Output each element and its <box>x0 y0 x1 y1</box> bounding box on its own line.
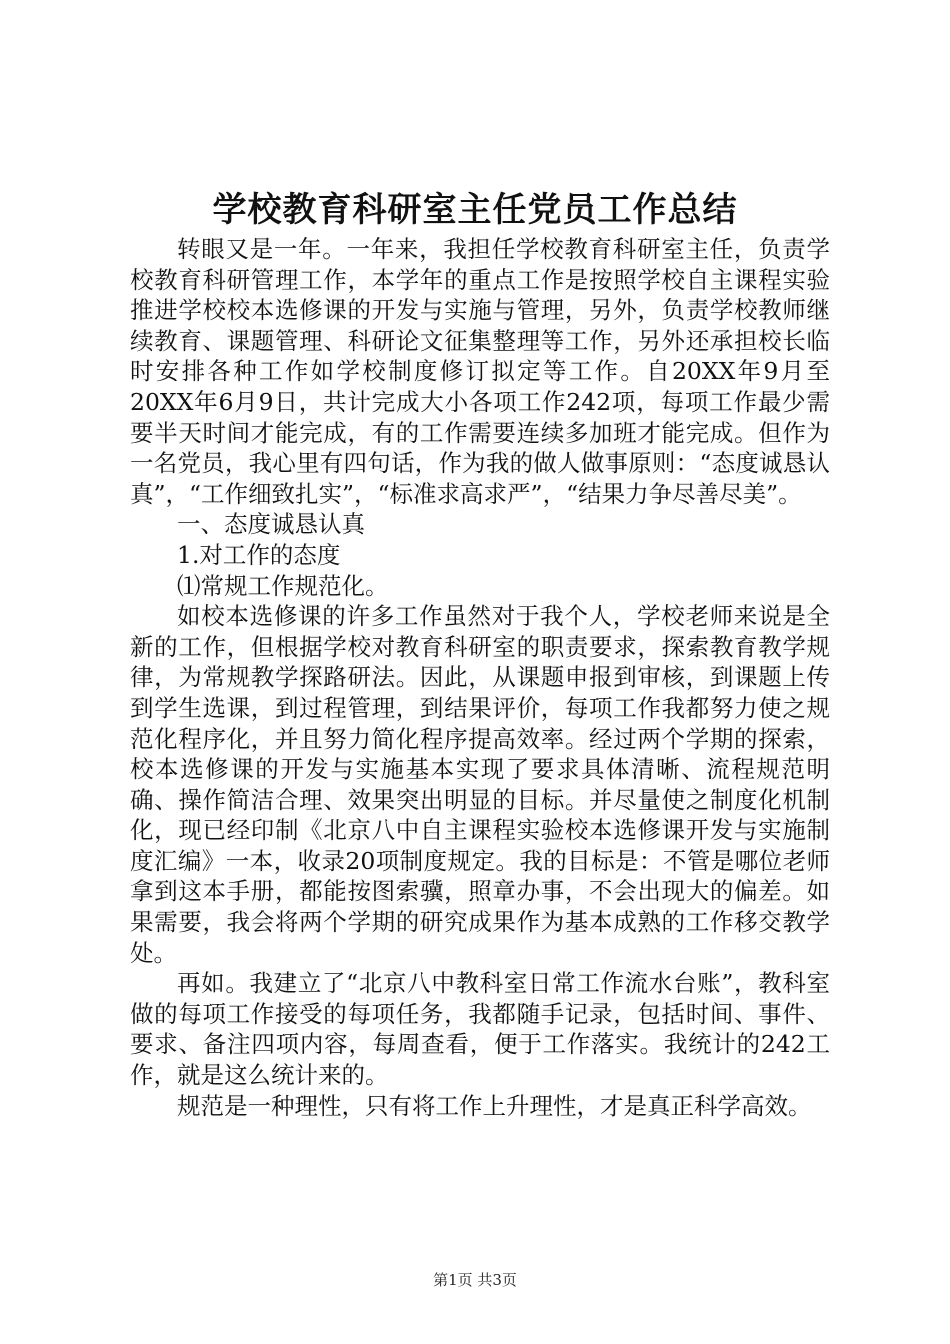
document-body <box>130 234 830 1121</box>
paragraph-normalization: 规范是一种理性，只有将工作上升理性，才是真正科学高效。 <box>177 1091 812 1120</box>
page-number: 第1页 共3页 <box>433 1271 517 1289</box>
heading-section-1: 一、态度诚恳认真 <box>177 510 365 539</box>
paragraph-ledger: 再如。我建立了“北京八中教科室日常工作流水台账”，教科室做的每项工作接受的每项任务，我都随手记录，包括时间、事件、要求、备注四项内容，每周查看，便于工作落实。我统计的242工作，就是这么统计来的。 <box>130 969 830 1090</box>
paragraph-intro: 转眼又是一年。一年来，我担任学校教育科研室主任，负责学校教育科研管理工作，本学年的重点工作是按照学校自主课程实验推进学校校本选修课的开发与实施与管理，另外，负责学校教师继续教育、课题管理、科研论文征集整理等工作，另外还承担校长临时安排各种工作如学校制度修订拟定等工作。自20XX年9月至20XX年6月9日，共计完成大小各项工作242项，每项工作最少需要半天时间才能完成，有的工作需要连续多加班才能完成。但作为一名党员，我心里有四句话，作为我的做人做事原则：“态度诚恳认真”，“工作细致扎实”，“标准求高求严”，“结果力争尽善尽美”。 <box>130 235 830 508</box>
heading-item-1: ⑴常规工作规范化。 <box>177 571 389 600</box>
heading-subsection-1: 1.对工作的态度 <box>177 540 341 569</box>
paragraph-elective-course: 如校本选修课的许多工作虽然对于我个人，学校老师来说是全新的工作，但根据学校对教育科研室的职责要求，探索教育教学规律，为常规教学探路研法。因此，从课题申报到审核，到课题上传到学生选课，到过程管理，到结果评价，每项工作我都努力使之规范化程序化，并且努力简化程序提高效率。经过两个学期的探索，校本选修课的开发与实施基本实现了要求具体清晰、流程规范明确、操作简洁合理、效果突出明显的目标。并尽量使之制度化机制化，现已经印制《北京八中自主课程实验校本选修课开发与实施制度汇编》一本，收录20项制度规定。我的目标是：不管是哪位老师拿到这本手册，都能按图索骥，照章办事，不会出现大的偏差。如果需要，我会将两个学期的研究成果作为基本成熟的工作移交教学处。 <box>130 602 830 967</box>
document-title: 学校教育科研室主任党员工作总结 <box>212 190 738 230</box>
